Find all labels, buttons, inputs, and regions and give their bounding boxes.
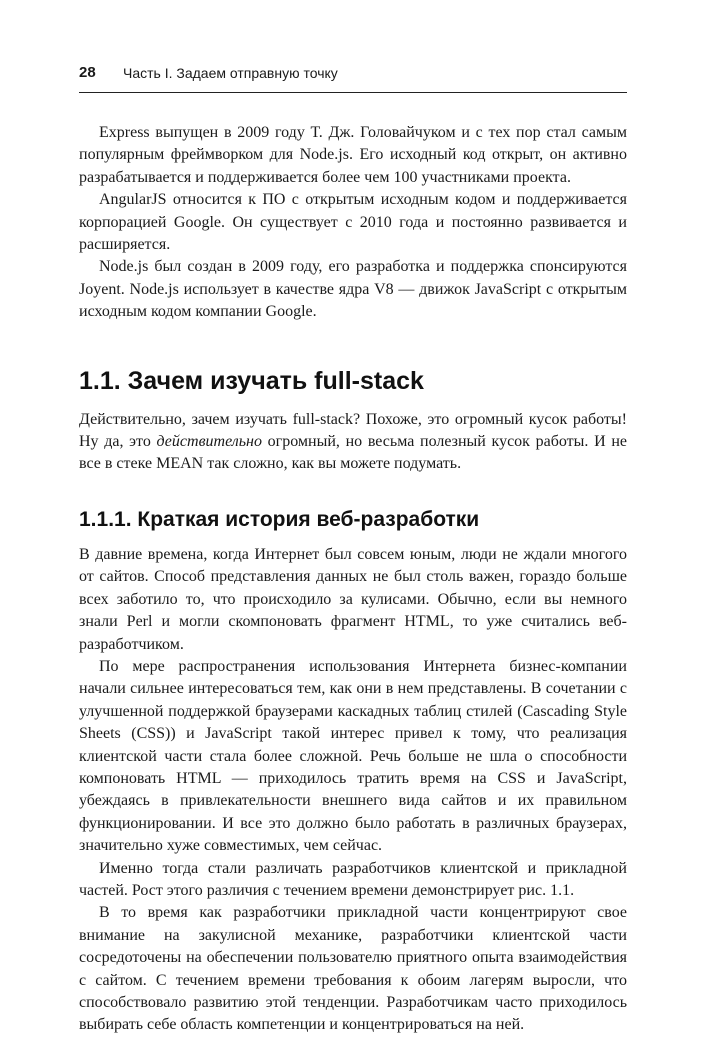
paragraph-angularjs: AngularJS относится к ПО с открытым исходным кодом и поддерживается корпорацией Google. Он существует с 2010 года и постоянно развивается и расширяется. [79,191,627,254]
paragraph-history-1: В давние времена, когда Интернет был совсем юным, люди не ждали многого от сайтов. Способ представления данных не был столь важен, гораздо больше всех заботило то, что происходило за кулисами. Обычно, если вы немного знали Perl и могли скомпоновать фрагмент HTML, то уже считались веб-разработчиком. [79,545,627,653]
paragraph-history-3: Именно тогда стали различать разработчиков клиентской и прикладной частей. Рост этого различия с течением времени демонстрирует рис. 1.1. [79,859,627,899]
page-body [79,122,627,1037]
paragraph-nodejs: Node.js был создан в 2009 году, его разработка и поддержка спонсируются Joyent. Node.js использует в качестве ядра V8 — движок JavaScript с открытым исходным кодом компании Google. [79,258,627,321]
page-header [79,62,627,93]
paragraph-express: Express выпущен в 2009 году Т. Дж. Головайчуком и с тех пор стал самым популярным фреймворком для Node.js. Его исходный код открыт, он активно разрабатывается и поддерживается более чем 100 участниками проекта. [79,124,627,186]
running-head: Часть I. Задаем отправную точку [123,65,338,81]
page-number: 28 [79,64,96,81]
paragraph-why-full-stack [79,409,627,476]
text-run: Действительно, зачем изучать full-stack? Похоже, это огромный кусок работы! Ну да, это [79,410,627,451]
emphasis-text: действительно [156,433,262,451]
text-run: огромный, но весьма полезный кусок работы. И не все в стеке MEAN так сложно, как вы можете подумать. [79,433,627,473]
paragraph-history-4: В то время как разработчики прикладной части концентрируют свое внимание на закулисной механике, разработчики клиентской части сосредоточены на обеспечении пользователю приятного опыта взаимодействия с сайтом. С течением времени требования к обоим лагерям выросли, что способствовало развитию этой тенденции. Разработчикам часто приходилось выбирать себе область компетенции и концентрироваться на ней. [79,904,627,1034]
section-heading-1-1-1: 1.1.1. Краткая история веб-разработки [79,507,480,531]
paragraph-history-2: По мере распространения использования Интернета бизнес-компании начали сильнее интересоваться тем, как они в нем представлены. В сочетании с улучшенной поддержкой браузерами каскадных таблиц стилей (Cascading Style Sheets (CSS)) и JavaScript такой интерес привел к тому, что реализация клиентской части стала более сложной. Речь больше не шла о способности компоновать HTML — приходилось тратить время на CSS и JavaScript, убеждаясь в привлекательности внешнего вида сайтов и их правильном функционировании. И все это должно было работать в различных браузерах, значительно хуже совместимых, чем сейчас. [79,657,627,855]
section-heading-1-1: 1.1. Зачем изучать full-stack [79,366,424,395]
